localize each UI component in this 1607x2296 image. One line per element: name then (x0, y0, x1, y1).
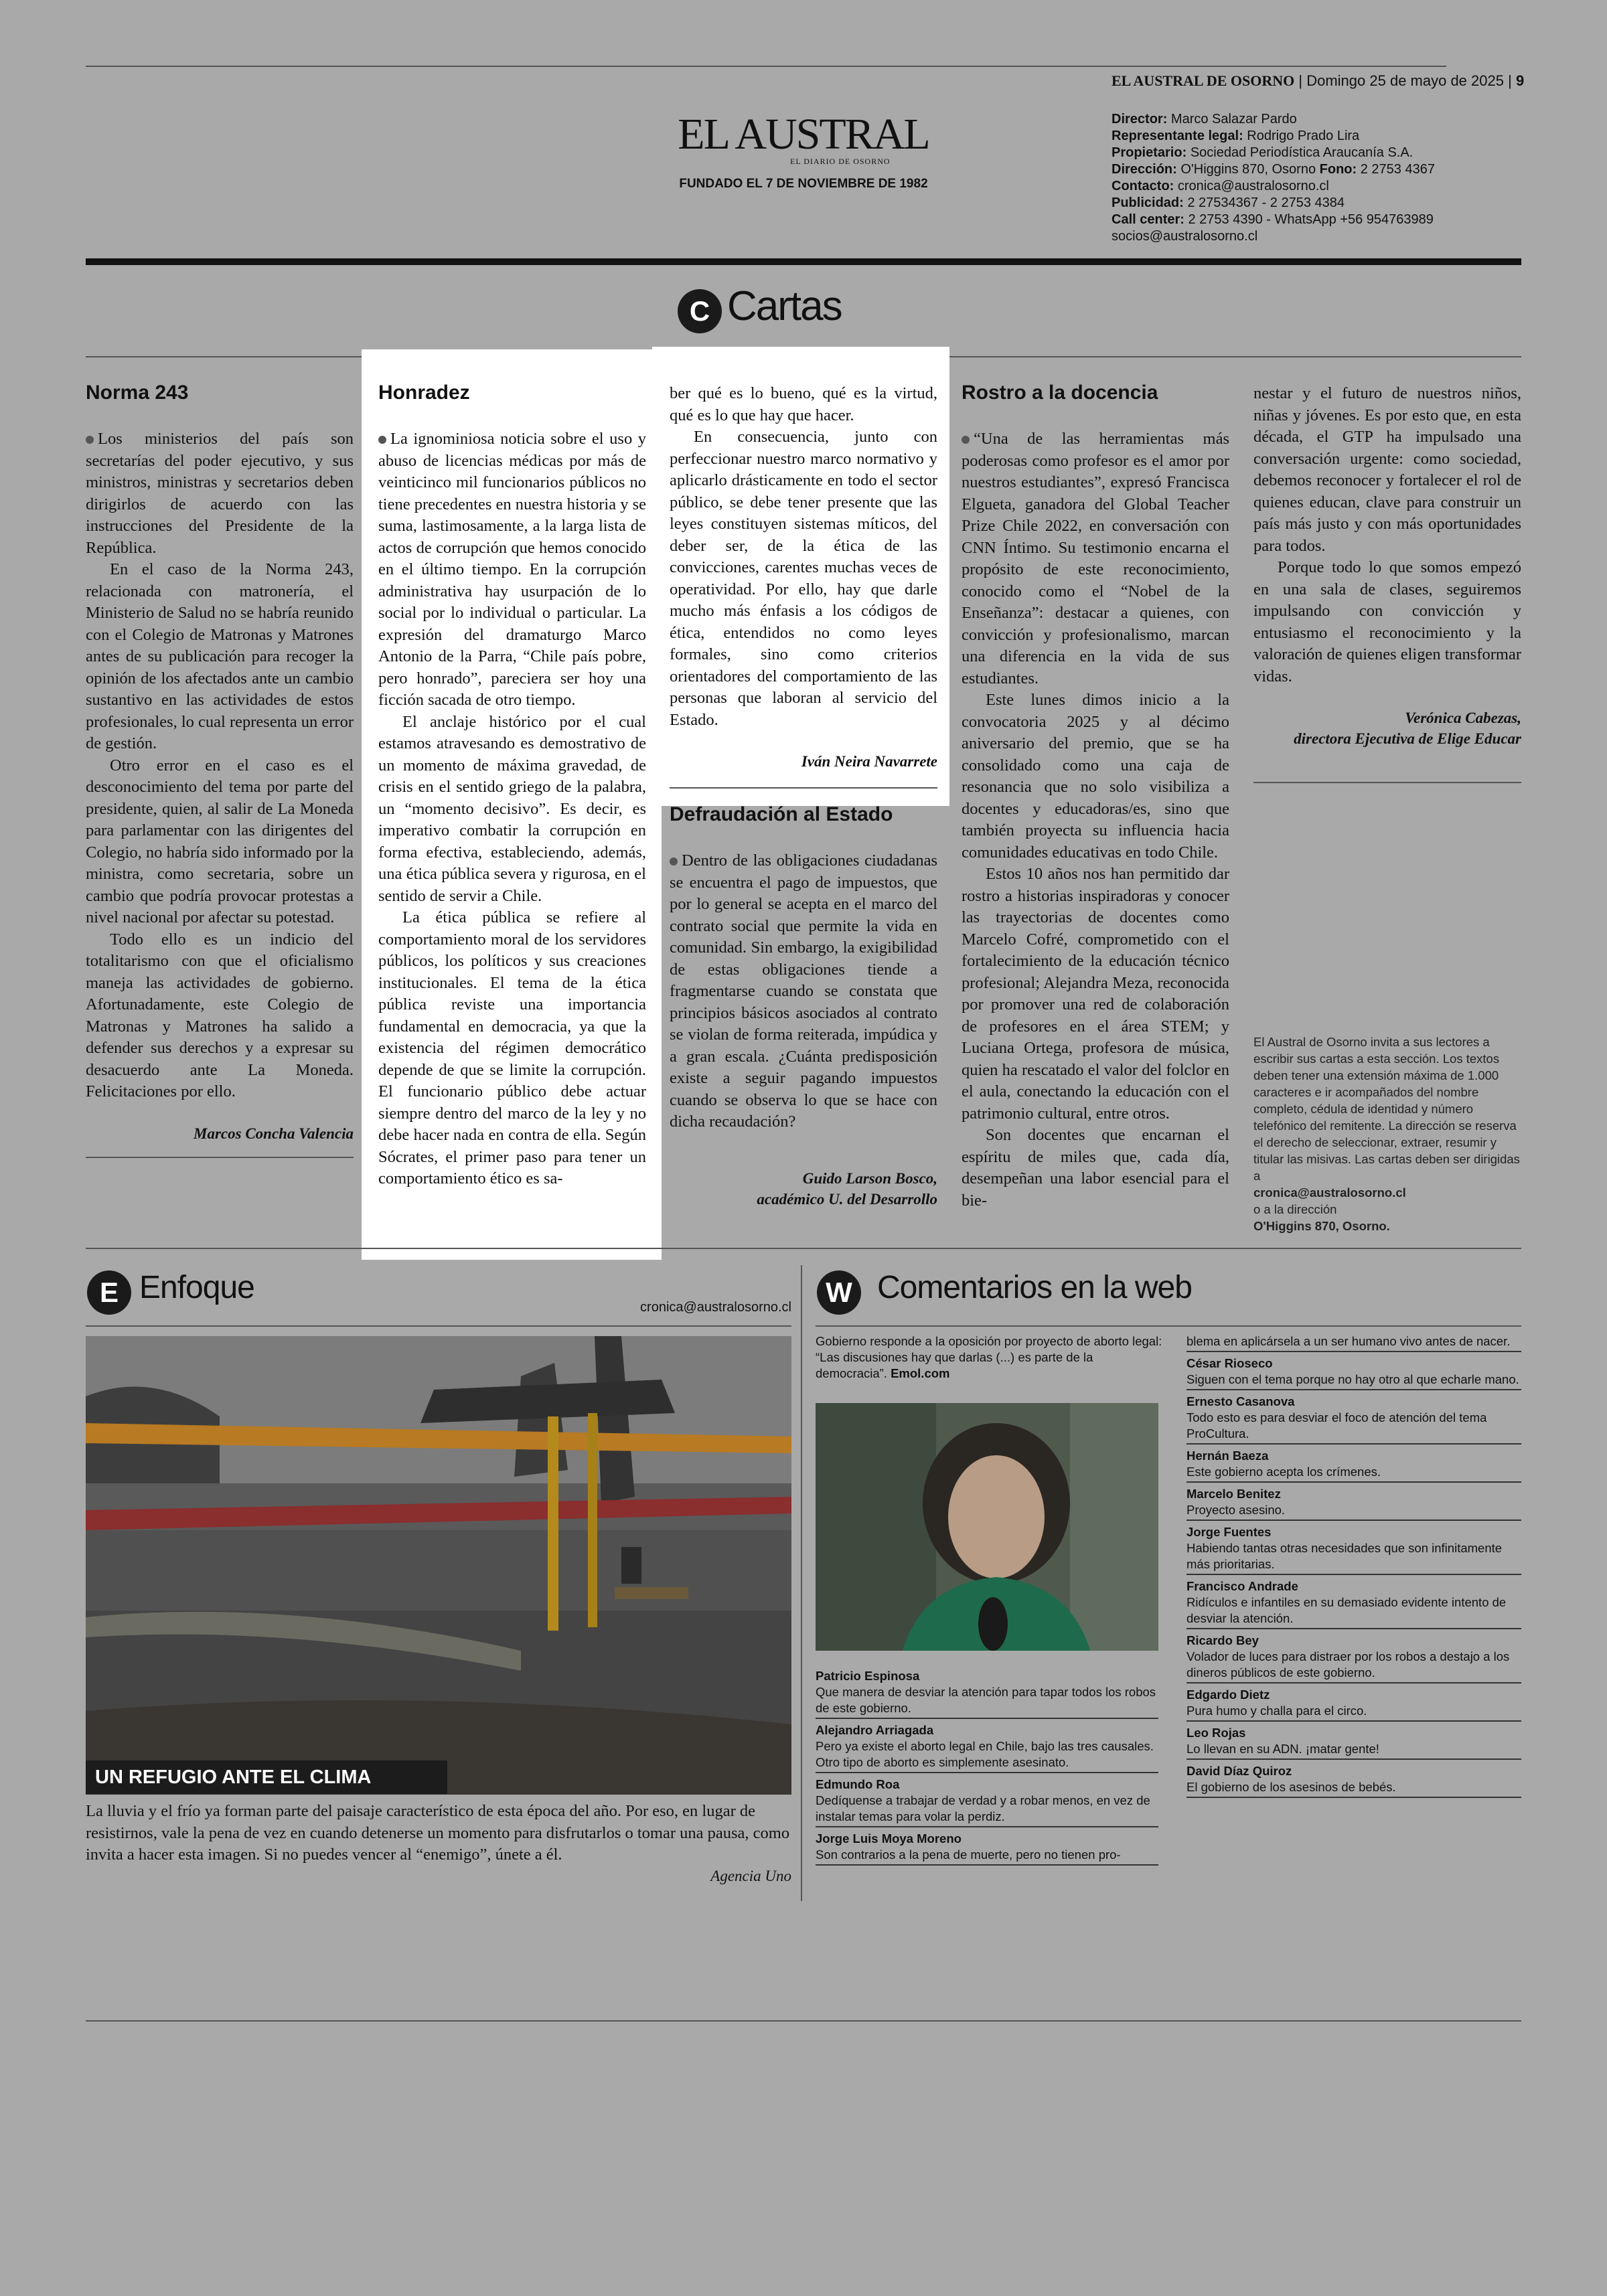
web-intro-text: Gobierno responde a la oposición por proyecto de aborto legal: “Las discusiones hay que darlas (...) es parte de la democracia”. (816, 1334, 1162, 1380)
logo-text: EL AUSTRAL (678, 110, 929, 159)
staff-line: Publicidad: 2 27534367 - 2 2753 4384 (1112, 195, 1345, 210)
comment-entry (816, 1831, 1158, 1866)
enfoque-photo (86, 1336, 791, 1795)
notice-email[interactable]: cronica@australosorno.cl (1253, 1185, 1406, 1200)
notice-or: o a la dirección (1253, 1202, 1337, 1216)
staff-line: socios@australosorno.cl (1112, 229, 1258, 244)
staff-line: Contacto: cronica@australosorno.cl (1112, 179, 1329, 193)
bullet-icon (670, 857, 678, 866)
comment-author: Hernán Baeza (1187, 1449, 1269, 1463)
honradez-p3: La ética pública se refiere al comportamiento moral de los servidores públicos, los políticos y sus creaciones institucionales. El tema de la ética pública reviste una importancia fundamental en democracia, ya que la existencia del régimen democrático depende de que se limite la corrupción. El funcionario público debe actuar siempre dentro del marco de la ley y no debe hacer nada en contra de ella. Según Sócrates, el primer paso para tener un comportamiento ético es sa- (378, 908, 646, 1187)
rostro-p4: Son docentes que encarnan el espíritu de miles que, cada día, desempeñan una labor esencial para el bie- (962, 1126, 1229, 1210)
comment-text: Pero ya existe el aborto legal en Chile, bajo las tres causales. Otro tipo de aborto es simplemente asesinato. (816, 1739, 1154, 1769)
comment-entry (816, 1668, 1158, 1719)
letter-defraudacion-body (670, 850, 937, 1210)
norma-p4: Todo ello es un indicio del totalitarismo con que el oficialismo maneja las actividades de gobierno. Afortunadamente, este Colegio de Matronas y Matrones ha salido a defender sus derechos y a expresar su desacuerdo ante La Moneda. Felicitaciones por ello. (86, 930, 354, 1100)
newspaper-logo (670, 112, 937, 157)
enfoque-badge: E (87, 1270, 131, 1315)
letter-honradez-col1 (378, 428, 646, 1190)
comment-text: Todo esto es para desviar el foco de atención del tema ProCultura. (1187, 1410, 1487, 1441)
comment-entry (1187, 1633, 1521, 1684)
comment-text: Son contrarios a la pena de muerte, pero no tienen pro- (816, 1848, 1121, 1862)
comment-entry (1187, 1356, 1521, 1390)
rostro-signature: Verónica Cabezas, directora Ejecutiva de Elige Educar (1294, 710, 1521, 747)
comment-text: Siguen con el tema porque no hay otro al que echarle mano. (1187, 1372, 1519, 1386)
comment-text: Lo llevan en su ADN. ¡matar gente! (1187, 1742, 1379, 1756)
norma-signature: Marcos Concha Valencia (194, 1125, 354, 1142)
web-right-comments (1187, 1333, 1521, 1801)
comment-text: El gobierno de los asesinos de bebés. (1187, 1780, 1396, 1794)
rostro-p3: Estos 10 años nos han permitido dar rostro a historias inspiradoras y conocer las trayectorias de docentes como Marcelo Cofré, comprometido con el fortalecimiento de la educación técnico profesional; Alejandra Meza, reconocida por promover una red de colaboración de profesores en el área STEM; y Luciana Ortega, profesora de música, quien ha rescatado el valor del folclor en el aula, conectando la educación con el patrimonio cultural, entre otros. (962, 865, 1229, 1123)
staff-line: Dirección: O'Higgins 870, Osorno Fono: 2 2753 4367 (1112, 162, 1435, 177)
letter-title-defraudacion: Defraudación al Estado (670, 803, 893, 825)
comment-entry (816, 1777, 1158, 1827)
folio-title: EL AUSTRAL DE OSORNO (1112, 72, 1295, 89)
staff-box (1112, 111, 1520, 245)
bullet-icon (378, 436, 386, 444)
enfoque-title: Enfoque (139, 1270, 254, 1305)
comment-entry (1187, 1333, 1521, 1352)
page-folio: EL AUSTRAL DE OSORNO | Domingo 25 de mayo de 2025 | 9 (1112, 72, 1525, 89)
comment-text: Habiendo tantas otras necesidades que son infinitamente más prioritarias. (1187, 1541, 1503, 1571)
section-title: Cartas (727, 283, 842, 329)
rostro-p1: “Una de las herramientas más poderosas como profesor es el amor por nuestros estudiantes”, expresó Francisca Elgueta, ganadora del Global Teacher Prize Chile 2022, en conversación con CNN Íntimo. Su testimonio encarna el propósito de este reconocimiento, conocido como el “Nobel de la Enseñanza”: destacar a quienes, con convicción y profesionalismo, marcan una diferencia en la vida de sus estudiantes. (962, 430, 1229, 687)
letter-rostro-col1 (962, 428, 1229, 1212)
defraudacion-signature: Guido Larson Bosco, académico U. del Desarrollo (757, 1169, 937, 1208)
letter-norma-body (86, 428, 354, 1144)
web-badge: W (817, 1270, 861, 1315)
comment-text: Proyecto asesino. (1187, 1503, 1286, 1517)
comment-entry (1187, 1725, 1521, 1760)
page-number: 9 (1515, 72, 1525, 89)
comment-author: Leo Rojas (1187, 1726, 1246, 1740)
comment-author: David Díaz Quiroz (1187, 1764, 1292, 1778)
norma-p3: Otro error en el caso es el desconocimiento del tema por parte del presidente, quien, al salir de La Moneda para parlamentar con las dirigentes del Colegio, no habría sido informado por la ministra, como secretaria, sobre un cambio que podría provocar protestas a nivel nacional por afectar su potestad. (86, 756, 354, 926)
comment-entry (1187, 1448, 1521, 1483)
comment-entry (1187, 1394, 1521, 1445)
notice-text: El Austral de Osorno invita a sus lectores a escribir sus cartas a esta sección. Los textos deben tener una extensión máxima de 1.000 caracteres e ir acompañados del nombre completo, cédula de identidad y número telefónico del remitente. La dirección se reserva el derecho de seleccionar, extraer, resumir y titular las misivas. Las cartas deben ser dirigidas a (1253, 1035, 1520, 1183)
web-title: Comentarios en la web (877, 1270, 1192, 1305)
web-left-comments (816, 1668, 1158, 1869)
bridge-photo-icon (86, 1336, 791, 1795)
honradez-p1: La ignominiosa noticia sobre el uso y abuso de licencias médicas por más de veinticinco mil funcionarios públicos no tiene precedentes en nuestra historia y se suma, lastimosamente, a la larga lista de actos de corrupción que hemos conocido en el último tiempo. En la corrupción administrativa hay usurpación de lo social por lo individual o particular. La expresión del dramaturgo Marco Antonio de la Parra, “Chile país pobre, pero honrado”, pareciera ser hoy una ficción sacada de otro tiempo. (378, 430, 647, 709)
comment-text: Este gobierno acepta los crímenes. (1187, 1465, 1381, 1479)
staff-line: Propietario: Sociedad Periodística Araucanía S.A. (1112, 145, 1413, 160)
enfoque-credit: Agencia Uno (710, 1868, 791, 1884)
comment-entry (1187, 1763, 1521, 1798)
comment-author: Jorge Luis Moya Moreno (816, 1831, 962, 1846)
comment-text: Volador de luces para distraer por los robos a destajo a los dineros públicos de este gobierno. (1187, 1649, 1510, 1679)
letter-rostro-col2 (1253, 383, 1521, 749)
web-photo (816, 1403, 1158, 1651)
comment-author: Edgardo Dietz (1187, 1688, 1270, 1702)
comment-text: Ridículos e infantiles en su demasiado evidente intento de desviar la atención. (1187, 1595, 1507, 1625)
founded-line: FUNDADO EL 7 DE NOVIEMBRE DE 1982 (679, 177, 928, 191)
comment-author: Francisco Andrade (1187, 1579, 1298, 1593)
norma-p2: En el caso de la Norma 243, relacionada con matronería, el Ministerio de Salud no se habría reunido con el Colegio de Matronas y Matrones antes de su publicación para recoger la opinión de los afectados ante un cambio sustantivo en las actividades de estos profesionales, lo cual representa un error de gestión. (86, 560, 354, 752)
comment-entry (816, 1722, 1158, 1773)
bullet-icon (86, 436, 94, 444)
comment-author: Edmundo Roa (816, 1777, 900, 1791)
web-source[interactable]: Emol.com (891, 1366, 950, 1380)
comment-author: César Rioseco (1187, 1356, 1273, 1370)
portrait-photo-icon (816, 1403, 1158, 1651)
bullet-icon (962, 436, 970, 444)
page-date: Domingo 25 de mayo de 2025 (1306, 72, 1504, 89)
comment-author: Alejandro Arriagada (816, 1723, 934, 1737)
comment-author: Jorge Fuentes (1187, 1525, 1272, 1539)
comment-entry (1187, 1486, 1521, 1521)
rostro-p2: Este lunes dimos inicio a la convocatoria 2025 y al décimo aniversario del premio, que se ha consolidado como una caja de resonancia que no solo visibiliza a docentes y educadoras/es, sino que también proyecta su influencia hacia comunidades educativas en todo Chile. (962, 691, 1229, 862)
comment-author: Marcelo Benitez (1187, 1487, 1281, 1501)
comment-entry (1187, 1687, 1521, 1722)
defraudacion-p1: Dentro de las obligaciones ciudadanas se encuentra el pago de impuestos, que por lo general se acepta en el marco del contrato social que permite la vida en comunidad. Sin embargo, la exigibilidad de estas obligaciones tiende a fragmentarse cuando se constata que principios básicos asociados al contrato se violan de forma reiterada, impúdica y a gran escala. ¿Cuánta predisposición existe a seguir pagando impuestos cuando se observa lo que se hace con dicha recaudación? (670, 851, 937, 1131)
letter-honradez-col2 (670, 383, 937, 772)
norma-p1: Los ministerios del país son secretarías del poder ejecutivo, y sus ministros, ministras y secretarios deben dirigirlos de acuerdo con las instrucciones del Presidente de la República. (86, 430, 354, 557)
letter-title-rostro: Rostro a la docencia (962, 382, 1158, 404)
letter-title-norma: Norma 243 (86, 382, 189, 404)
comment-author: Patricio Espinosa (816, 1669, 920, 1683)
comment-text: blema en aplicársela a un ser humano vivo antes de nacer. (1187, 1334, 1511, 1348)
section-badge: C (678, 289, 722, 333)
enfoque-email[interactable]: cronica@australosorno.cl (640, 1300, 791, 1315)
enfoque-photo-label: UN REFUGIO ANTE EL CLIMA (86, 1760, 447, 1794)
rostro-p6: Porque todo lo que somos empezó en una sala de clases, seguiremos impulsando con convicción y entusiasmo el reconocimiento y la valoración de quienes eligen transformar vidas. (1253, 558, 1522, 685)
comment-text: Que manera de desviar la atención para tapar todos los robos de este gobierno. (816, 1685, 1156, 1715)
comment-author: Ricardo Bey (1187, 1633, 1259, 1647)
enfoque-caption: La lluvia y el frío ya forman parte del paisaje característico de esta época del año. Por eso, en lugar de resistirnos, vale la pena de vez en cuando detenerse un momento para disfrutarlos o tomar una pausa, como invita a hacer esta imagen. Si no puedes vencer al “enemigo”, únete a él. (86, 1802, 790, 1864)
letters-notice (1253, 1034, 1521, 1234)
staff-line: Representante legal: Rodrigo Prado Lira (1112, 129, 1360, 143)
honradez-p2: El anclaje histórico por el cual estamos atravesando es demostrativo de un momento de máxima gravedad, de crisis en el sentido griego de la palabra, un “momento decisivo”. Es decir, es imperativo combatir la corrupción en forma efectiva, estableciendo, además, una ética pública severa y rigurosa, en el sentido de servir a Chile. (378, 712, 646, 905)
logo-subtitle: EL DIARIO DE OSORNO (790, 157, 891, 166)
honradez-signature: Iván Neira Navarrete (801, 753, 937, 770)
honradez-p4: ber qué es lo bueno, qué es la virtud, qué es lo que hay que hacer. (670, 384, 937, 424)
staff-line: Director: Marco Salazar Pardo (1112, 112, 1297, 127)
comment-entry (1187, 1524, 1521, 1575)
letter-title-honradez: Honradez (378, 382, 470, 404)
comment-text: Dedíquense a trabajar de verdad y a robar menos, en vez de instalar temas para volar la perdiz. (816, 1793, 1150, 1823)
comment-text: Pura humo y challa para el circo. (1187, 1704, 1367, 1718)
staff-line: Call center: 2 2753 4390 - WhatsApp +56 954763989 (1112, 212, 1434, 227)
honradez-p5: En consecuencia, junto con perfeccionar nuestro marco normativo y aplicarlo drásticamente en todo el sector público, se debe tener presente que las leyes constituyen sistemas míticos, del deber ser, de la ética de las convicciones, carentes muchas veces de operatividad. Por ello, hay que darle mucho más énfasis a los códigos de ética, entendidos no como leyes formales, sino como criterios orientadores del comportamiento de las personas que laboran al servicio del Estado. (670, 428, 937, 729)
web-intro (816, 1333, 1164, 1382)
comment-author: Ernesto Casanova (1187, 1394, 1295, 1408)
rostro-p5: nestar y el futuro de nuestros niños, niñas y jóvenes. Es por esto que, en esta década, el GTP ha impulsado una conversación urgente: como sociedad, debemos reconocer y fortalecer el rol de quienes educan, clave para construir un país más justo y con más oportunidades para todos. (1253, 384, 1521, 555)
comment-entry (1187, 1578, 1521, 1629)
notice-address: O'Higgins 870, Osorno. (1253, 1219, 1390, 1233)
